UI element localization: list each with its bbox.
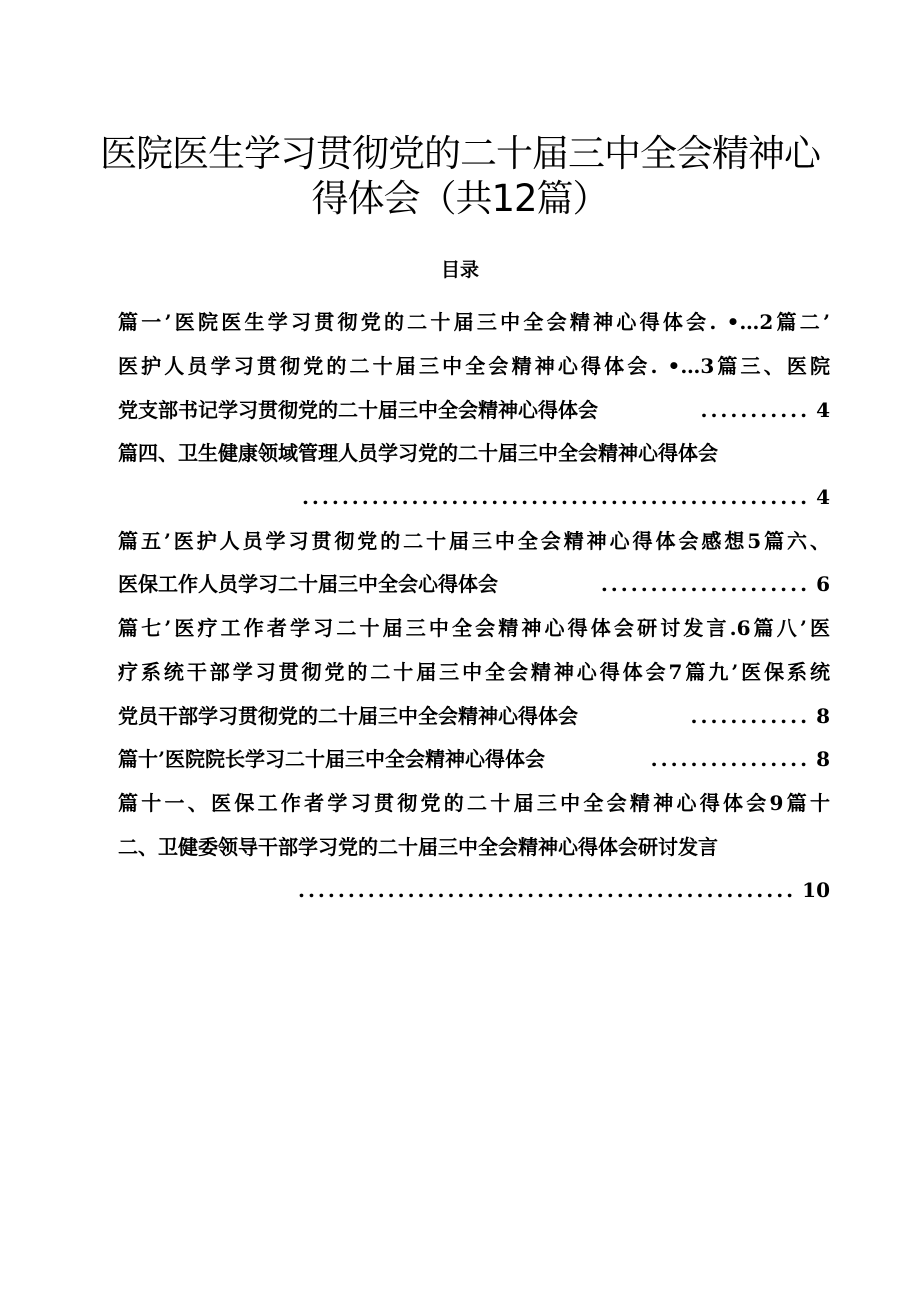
toc-leader-dots: ................................................... xyxy=(301,485,811,509)
toc-entry-text: 党员干部学习贯彻党的二十届三中全会精神心得体会 xyxy=(118,704,578,728)
toc-page-number: 10 xyxy=(802,878,830,902)
toc-entry-text: 党支部书记学习贯彻党的二十届三中全会精神心得体会 xyxy=(118,398,598,422)
toc-line[interactable]: 篇五’医护人员学习贯彻党的二十届三中全会精神心得体会感想5篇六、 xyxy=(118,529,830,553)
toc-leader-dots: ........... xyxy=(700,398,811,422)
toc-line[interactable] xyxy=(118,739,830,779)
toc-entry-text: 医保工作人员学习二十届三中全会心得体会 xyxy=(118,572,498,596)
toc-page-number: 8 xyxy=(816,747,830,771)
document-title-line-1: 医院医生学习贯彻党的二十届三中全会精神心 xyxy=(100,132,820,175)
toc-line[interactable] xyxy=(118,696,830,736)
toc-line[interactable]: 篇一’医院医生学习贯彻党的二十届三中全会精神心得体会. •…2篇二’ xyxy=(118,310,830,334)
toc-leader-dots: ..................... xyxy=(600,572,811,596)
toc-leader-dots: ................ xyxy=(650,747,811,771)
toc-leader-dots: .................................................. xyxy=(298,878,797,902)
toc-page-number: 4 xyxy=(816,398,830,422)
toc-line[interactable] xyxy=(118,870,830,910)
toc-line[interactable] xyxy=(118,477,830,517)
toc-line[interactable]: 篇七’医疗工作者学习二十届三中全会精神心得体会研讨发言.6篇八’医 xyxy=(118,616,830,640)
document-title-line-2: 得体会（共12篇） xyxy=(311,177,609,220)
toc-page-number: 4 xyxy=(816,485,830,509)
toc-page-number: 6 xyxy=(816,572,830,596)
toc-entry-text: 篇十’医院院长学习二十届三中全会精神心得体会 xyxy=(118,747,545,771)
toc-line[interactable]: 医护人员学习贯彻党的二十届三中全会精神心得体会. •…3篇三、医院 xyxy=(118,354,830,378)
toc-line[interactable]: 疗系统干部学习贯彻党的二十届三中全会精神心得体会7篇九’医保系统 xyxy=(118,660,830,684)
toc-line[interactable]: 篇十一、医保工作者学习贯彻党的二十届三中全会精神心得体会9篇十 xyxy=(118,791,830,815)
toc-line[interactable]: 篇四、卫生健康领域管理人员学习党的二十届三中全会精神心得体会 xyxy=(118,441,718,465)
toc-leader-dots: ............ xyxy=(690,704,811,728)
toc-line[interactable]: 二、卫健委领导干部学习党的二十届三中全会精神心得体会研讨发言 xyxy=(118,835,718,859)
toc-page-number: 8 xyxy=(816,704,830,728)
toc-heading: 目录 xyxy=(440,259,479,281)
toc-line[interactable] xyxy=(118,390,830,430)
toc-line[interactable] xyxy=(118,564,830,604)
